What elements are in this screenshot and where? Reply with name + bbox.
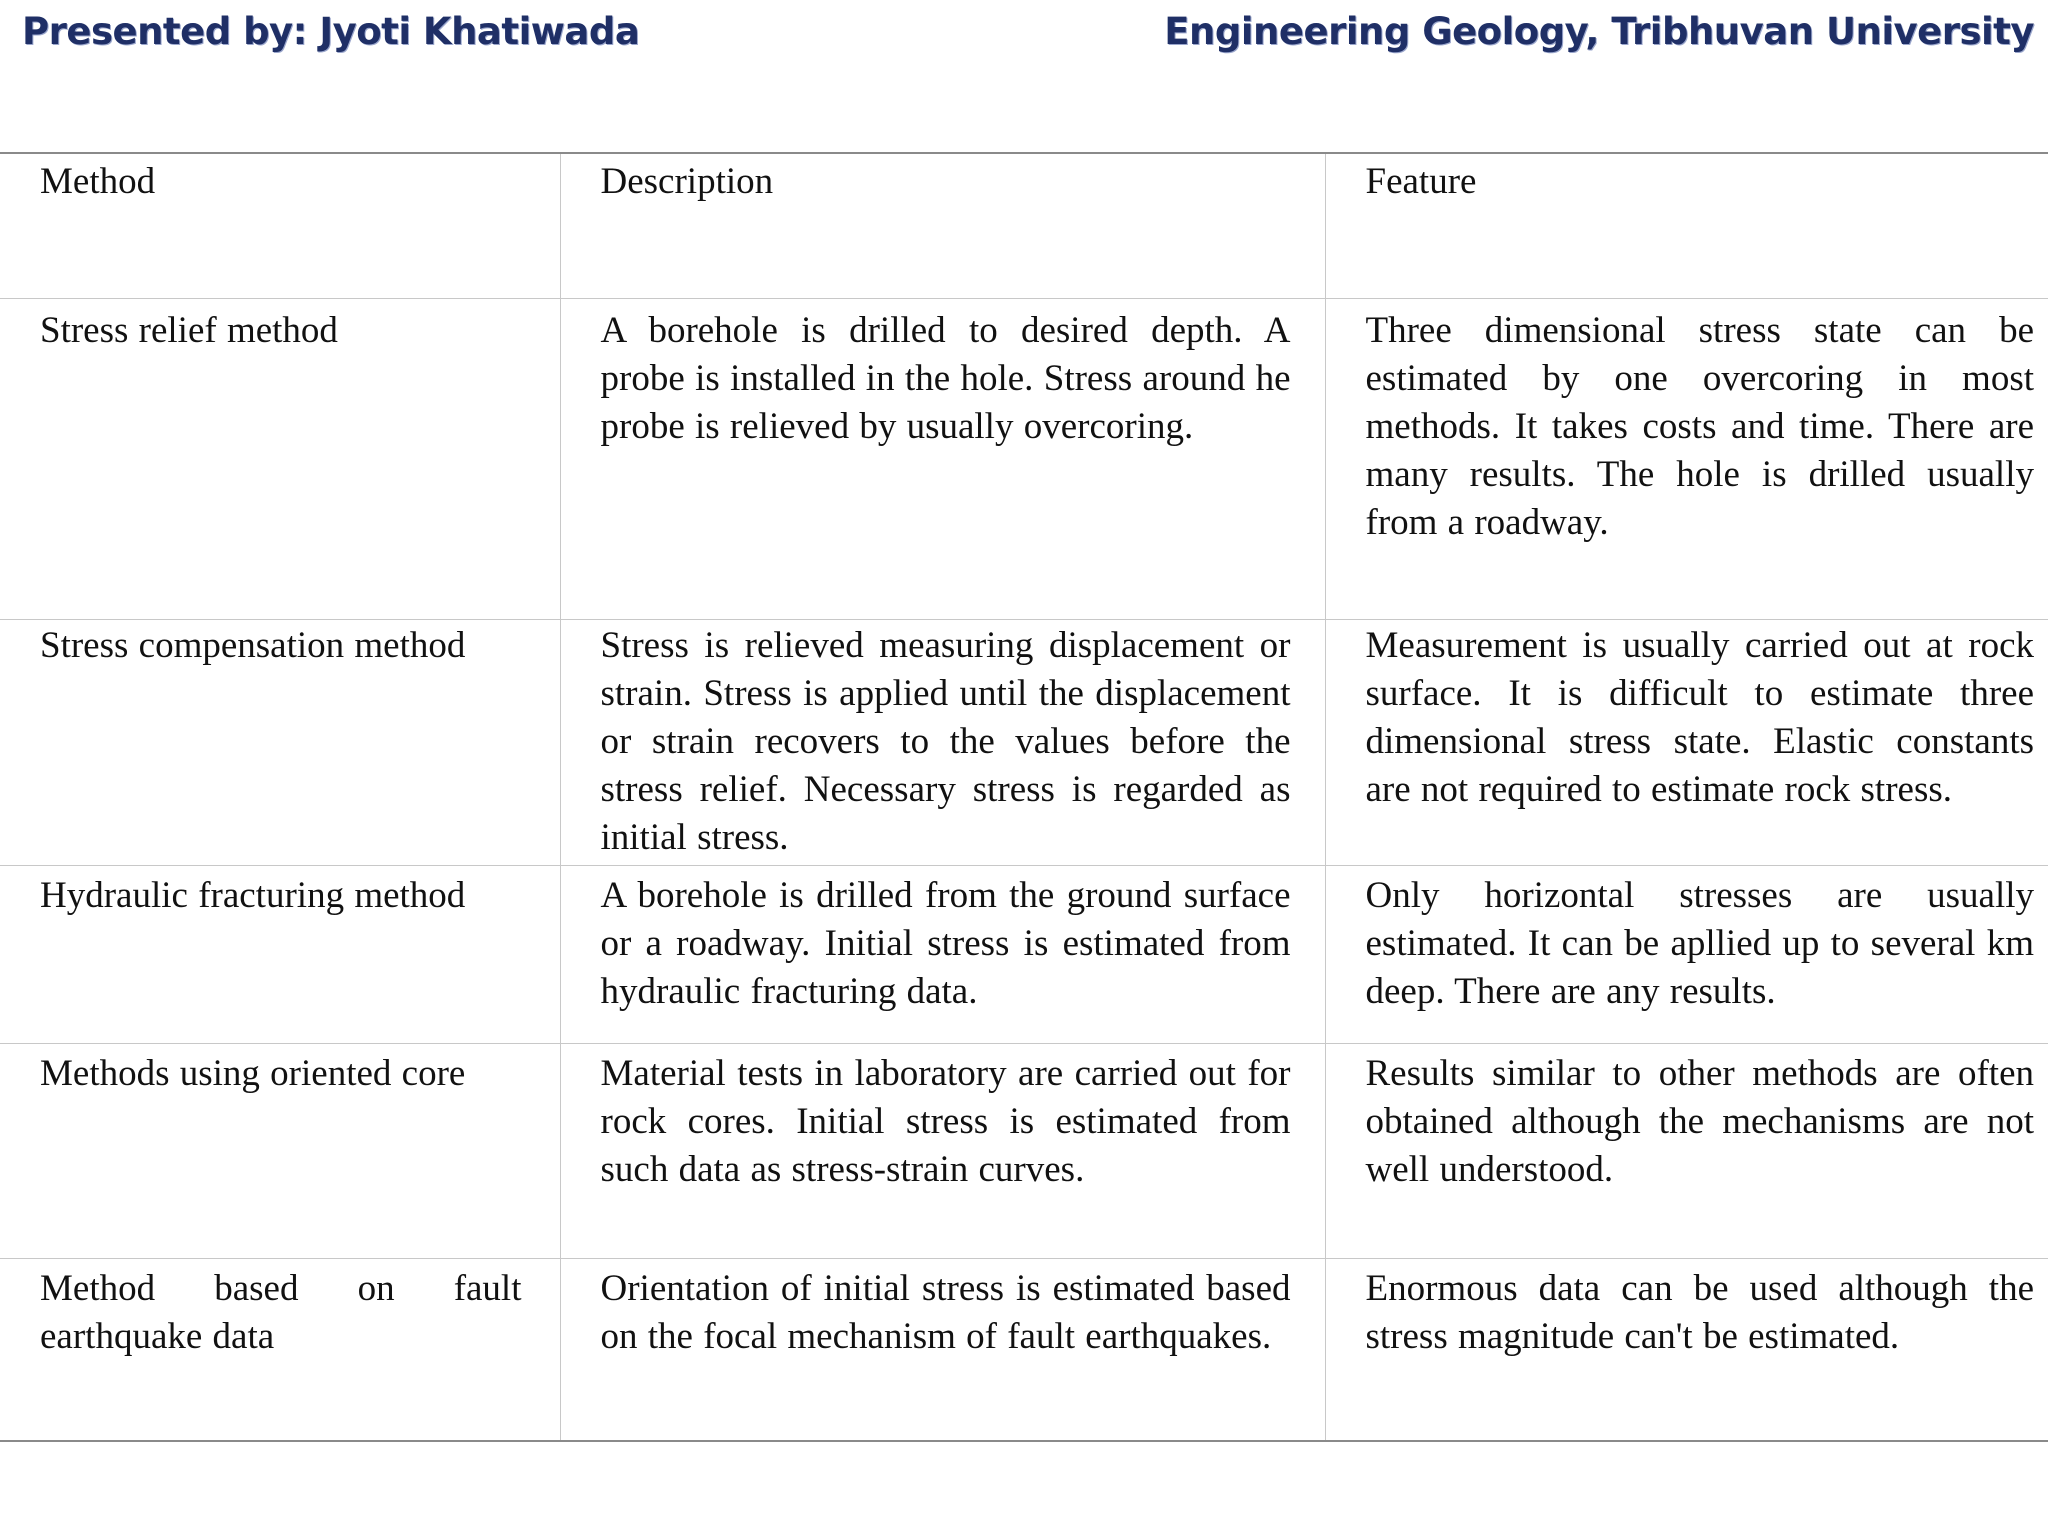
stress-methods-table	[0, 152, 2048, 1442]
feature-cell: Enormous data can be used although the stress magnitude can't be estimated.	[1325, 1259, 2048, 1442]
column-header-feature: Feature	[1325, 153, 2048, 299]
feature-cell: Three dimensional stress state can be estimated by one overcoring in most methods. It takes costs and time. There are many results. The hole is drilled usually from a roadway.	[1325, 299, 2048, 620]
method-cell: Methods using oriented core	[0, 1044, 560, 1259]
presenter-header: Presented by: Jyoti Khatiwada	[22, 10, 640, 53]
table-row	[0, 1259, 2048, 1442]
description-cell: Stress is relieved measuring displacement or strain. Stress is applied until the displacement or strain recovers to the values before the stress relief. Necessary stress is regarded as initial stress.	[560, 620, 1325, 866]
method-cell: Stress relief method	[0, 299, 560, 620]
description-cell: Material tests in laboratory are carried out for rock cores. Initial stress is estimated from such data as stress-strain curves.	[560, 1044, 1325, 1259]
description-cell: A borehole is drilled from the ground surface or a roadway. Initial stress is estimated from hydraulic fracturing data.	[560, 866, 1325, 1044]
feature-cell: Results similar to other methods are often obtained although the mechanisms are not well understood.	[1325, 1044, 2048, 1259]
description-cell: A borehole is drilled to desired depth. A probe is installed in the hole. Stress around he probe is relieved by usually overcoring.	[560, 299, 1325, 620]
table-row	[0, 866, 2048, 1044]
method-cell: Method based on fault earthquake data	[0, 1259, 560, 1442]
table-row	[0, 299, 2048, 620]
description-cell: Orientation of initial stress is estimated based on the focal mechanism of fault earthquakes.	[560, 1259, 1325, 1442]
feature-cell: Measurement is usually carried out at rock surface. It is difficult to estimate three dimensional stress state. Elastic constants are not required to estimate rock stress.	[1325, 620, 2048, 866]
feature-cell: Only horizontal stresses are usually estimated. It can be apllied up to several km deep. There are any results.	[1325, 866, 2048, 1044]
column-header-method: Method	[0, 153, 560, 299]
course-header: Engineering Geology, Tribhuvan University	[1164, 10, 2034, 53]
table-row	[0, 620, 2048, 866]
method-cell: Hydraulic fracturing method	[0, 866, 560, 1044]
method-cell: Stress compensation method	[0, 620, 560, 866]
table-header-row	[0, 153, 2048, 299]
table-row	[0, 1044, 2048, 1259]
column-header-description: Description	[560, 153, 1325, 299]
